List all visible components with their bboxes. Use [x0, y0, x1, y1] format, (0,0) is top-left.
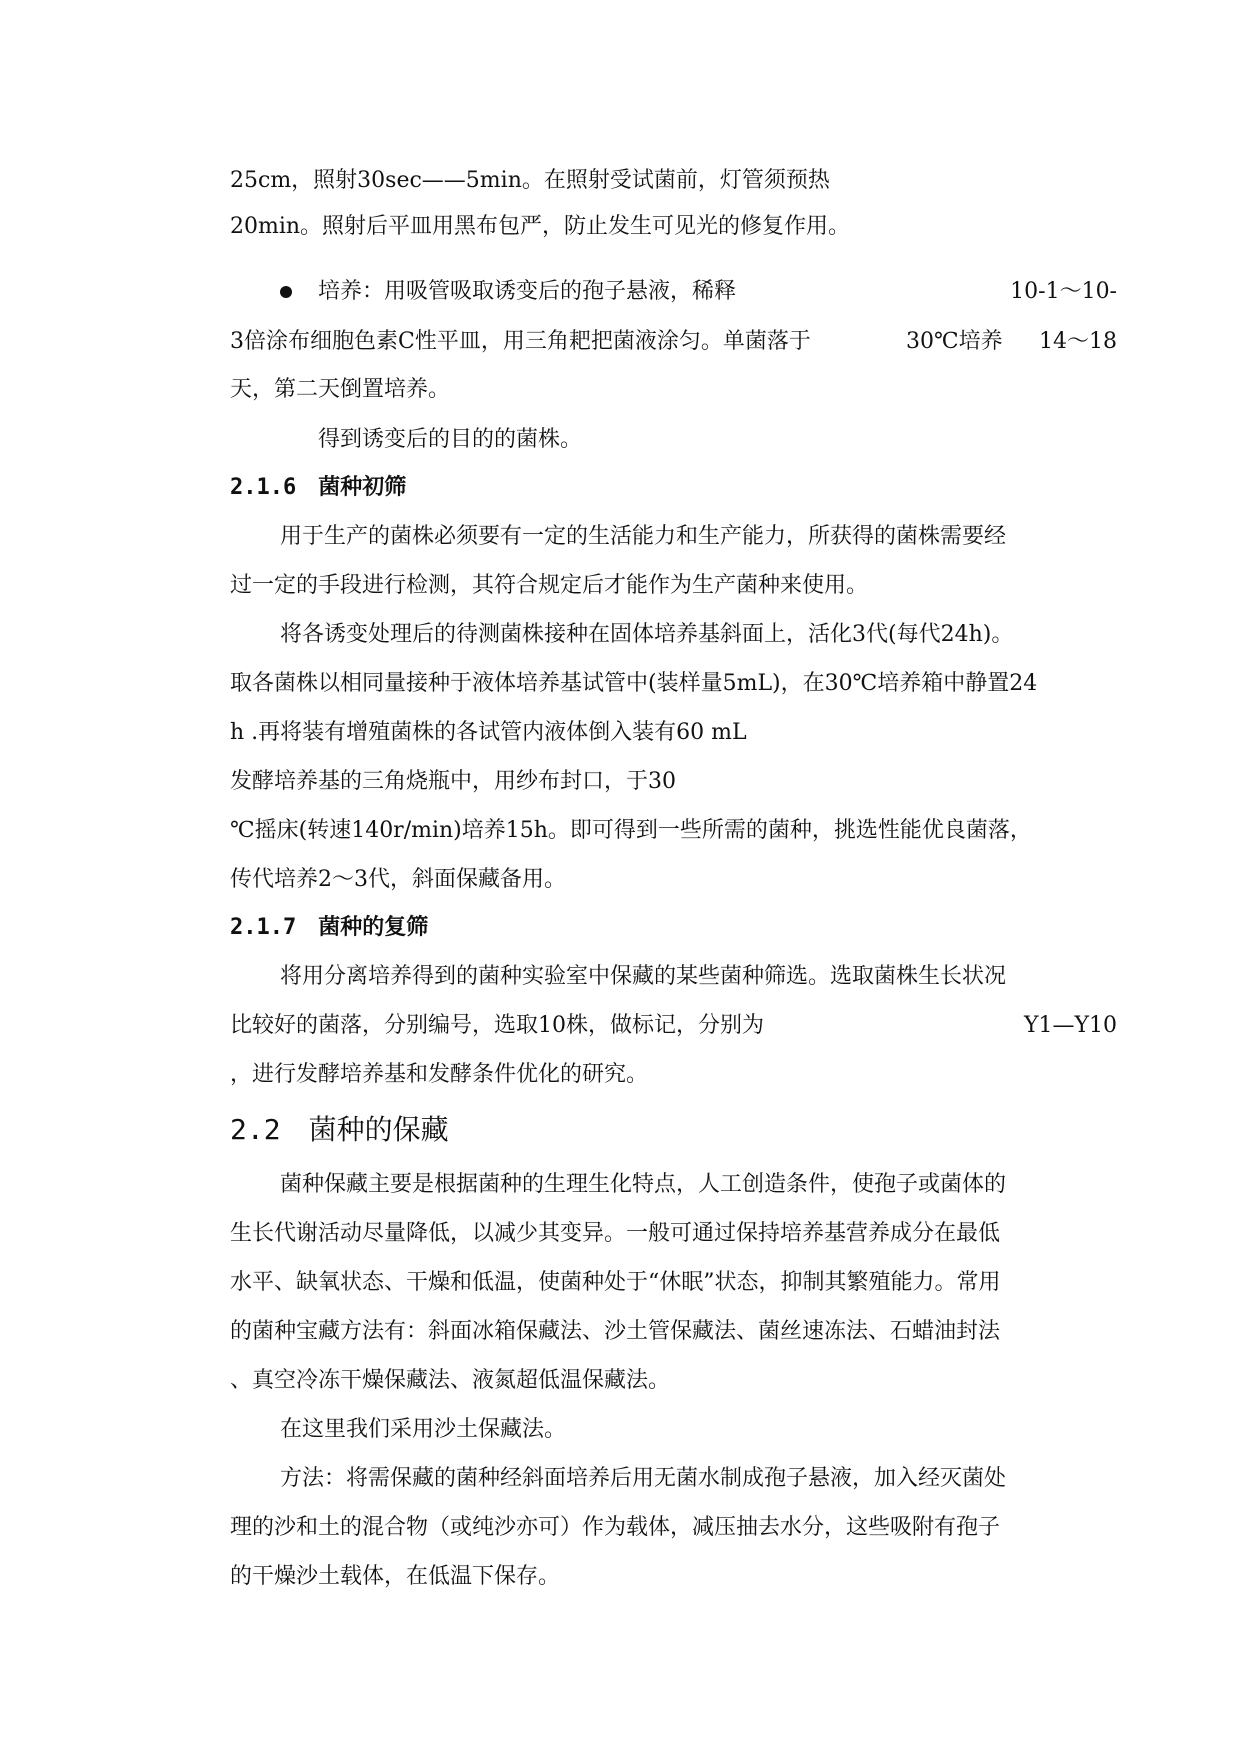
text-fragment: 14～18: [1039, 329, 1117, 354]
text-line: 比较好的菌落，分别编号，选取10株，做标记，分别为: [230, 1013, 764, 1038]
bullet-text-line: 培养：用吸管吸取诱变后的孢子悬液，稀释: [318, 279, 737, 304]
section-heading-2-2: [230, 1112, 449, 1148]
text-line: 25cm，照射30sec——5min。在照射受试菌前，灯管须预热: [230, 168, 830, 193]
text-line: h .再将装有增殖菌株的各试管内液体倒入装有60 mL: [230, 720, 747, 745]
text-line: 方法：将需保藏的菌种经斜面培养后用无菌水制成孢子悬液，加入经灭菌处: [280, 1466, 1007, 1491]
bullet-dot-icon: [280, 286, 292, 298]
text-line: 将用分离培养得到的菌种实验室中保藏的某些菌种筛选。选取菌株生长状况: [280, 964, 1007, 989]
text-line: 将各诱变处理后的待测菌株接种在固体培养基斜面上，活化3代(每代24h)。: [280, 622, 1014, 647]
section-heading-2-1-7: [230, 913, 428, 943]
text-line: 在这里我们采用沙土保藏法。: [280, 1417, 567, 1442]
section-title: 菌种的保藏: [308, 1113, 449, 1146]
text-line: 用于生产的菌株必须要有一定的生活能力和生产能力，所获得的菌株需要经: [280, 524, 1007, 549]
text-line: 发酵培养基的三角烧瓶中，用纱布封口，于30: [230, 769, 676, 794]
section-number: 2.2: [230, 1113, 281, 1146]
text-line: ，进行发酵培养基和发酵条件优化的研究。: [230, 1062, 649, 1087]
text-line: ℃摇床(转速140r/min)培养15h。即可得到一些所需的菌种，挑选性能优良菌落，: [230, 818, 1032, 843]
text-line: 生长代谢活动尽量降低，以减少其变异。一般可通过保持培养基营养成分在最低: [230, 1221, 1001, 1246]
section-title: 菌种的复筛: [318, 915, 429, 940]
text-line: 3倍涂布细胞色素C性平皿，用三角耙把菌液涂匀。单菌落于: [230, 329, 811, 354]
section-heading-2-1-6: [230, 473, 406, 503]
text-line: 、真空冷冻干燥保藏法、液氮超低温保藏法。: [230, 1368, 671, 1393]
section-title: 菌种初筛: [318, 475, 407, 500]
text-line: 理的沙和土的混合物（或纯沙亦可）作为载体，减压抽去水分，这些吸附有孢子: [230, 1515, 1001, 1540]
text-fragment: Y1—Y10: [1023, 1013, 1117, 1038]
text-line: 菌种保藏主要是根据菌种的生理生化特点，人工创造条件，使孢子或菌体的: [280, 1172, 1007, 1197]
text-line: 天，第二天倒置培养。: [230, 377, 451, 402]
text-line: 的干燥沙土载体，在低温下保存。: [230, 1564, 561, 1589]
text-line: 过一定的手段进行检测，其符合规定后才能作为生产菌种来使用。: [230, 573, 869, 598]
section-number: 2.1.6: [230, 475, 297, 500]
text-fragment: 10-1～10-: [1010, 279, 1117, 304]
text-line: 20min。照射后平皿用黑布包严，防止发生可见光的修复作用。: [230, 214, 851, 239]
text-line: 得到诱变后的目的的菌株。: [318, 427, 583, 452]
section-number: 2.1.7: [230, 915, 297, 940]
text-fragment: 30℃培养: [906, 329, 1003, 354]
text-line: 的菌种宝藏方法有：斜面冰箱保藏法、沙土管保藏法、菌丝速冻法、石蜡油封法: [230, 1319, 1001, 1344]
text-line: 水平、缺氧状态、干燥和低温，使菌种处于“休眠”状态，抑制其繁殖能力。常用: [230, 1270, 1001, 1295]
text-line: 取各菌株以相同量接种于液体培养基试管中(装样量5mL)，在30℃培养箱中静置24: [230, 671, 1038, 696]
text-line: 传代培养2～3代，斜面保藏备用。: [230, 867, 566, 892]
